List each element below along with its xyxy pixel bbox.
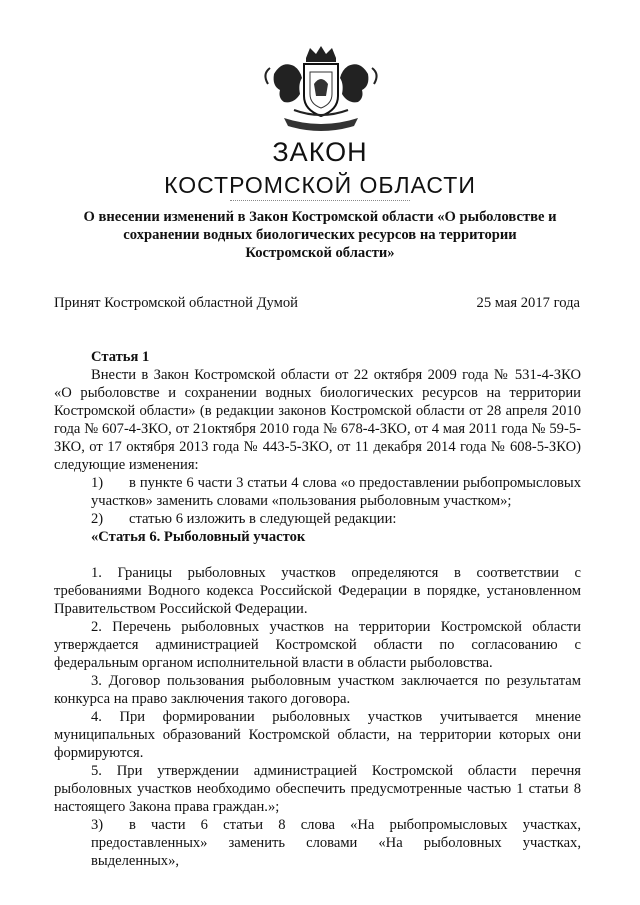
item-number: 2) xyxy=(91,511,104,527)
law-subtitle: КОСТРОМСКОЙ ОБЛАСТИ xyxy=(164,172,476,198)
coat-of-arms-icon xyxy=(254,44,388,136)
quoted-article-title: «Статья 6. Рыболовный участок xyxy=(91,529,306,545)
article-6-part-4: 4. При формировании рыболовных участков учитывается мнение муниципальных образований Костромской области, на территории которых они формируются. xyxy=(54,709,581,761)
law-heading xyxy=(74,208,566,262)
heading-line-2: сохранении водных биологических ресурсов на территории xyxy=(123,227,517,243)
item-text: в пункте 6 части 3 статьи 4 слова «о предоставлении рыбопромысловых участков» заменить словами «пользования рыболовным участком»; xyxy=(91,475,581,509)
adoption-line xyxy=(54,294,580,312)
article-1-title: Статья 1 xyxy=(91,349,150,365)
adoption-date: 25 мая 2017 года xyxy=(476,295,580,311)
article-6-part-5: 5. При утверждении администрацией Костромской области перечня рыболовных участков необходимо обеспечить предусмотренные частью 1 статьи 8 настоящего Закона права граждан.»; xyxy=(54,763,581,815)
article-6-part-3: 3. Договор пользования рыболовным участком заключается по результатам конкурса на право заключения такого договора. xyxy=(54,673,581,707)
item-text: в части 6 статьи 8 слова «На рыбопромысловых участках, предоставленных» заменить словами «На рыболовных участках, выделенных», xyxy=(91,817,581,869)
article-1-intro: Внести в Закон Костромской области от 22 октября 2009 года № 531-4-ЗКО «О рыболовстве и сохранении водных биологических ресурсов на территории Костромской области» (в редакции законов Костромской области от 28 апреля 2010 года № 607-4-ЗКО, от 21октября 2010 года № 678-4-ЗКО, от 4 мая 2011 года № 59-5-ЗКО, от 17 октября 2013 года № 443-5-ЗКО, от 11 декабря 2014 года № 608-5-ЗКО) следующие изменения: xyxy=(54,367,581,473)
item-text: статью 6 изложить в следующей редакции: xyxy=(129,511,397,527)
spacer xyxy=(54,546,581,564)
law-title: ЗАКОН xyxy=(272,137,368,167)
heading-line-3: Костромской области» xyxy=(245,245,395,261)
heading-line-1: О внесении изменений в Закон Костромской области «О рыболовстве и xyxy=(83,209,557,225)
item-number: 1) xyxy=(91,475,104,491)
law-title-block xyxy=(0,136,640,202)
document-body xyxy=(54,340,581,870)
adopted-by: Принят Костромской областной Думой xyxy=(54,295,298,311)
item-number: 3) xyxy=(91,817,104,833)
article-6-part-1: 1. Границы рыболовных участков определяются в соответствии с требованиями Водного кодекса Российской Федерации в порядке, установленном Правительством Российской Федерации. xyxy=(54,565,581,617)
list-item xyxy=(54,474,581,510)
list-item xyxy=(54,510,581,528)
list-item xyxy=(54,816,581,870)
subtitle-rule xyxy=(230,200,410,202)
article-6-part-2: 2. Перечень рыболовных участков на территории Костромской области утверждается администрацией Костромской области по согласованию с федеральным органом исполнительной власти в области рыболовства. xyxy=(54,619,581,671)
